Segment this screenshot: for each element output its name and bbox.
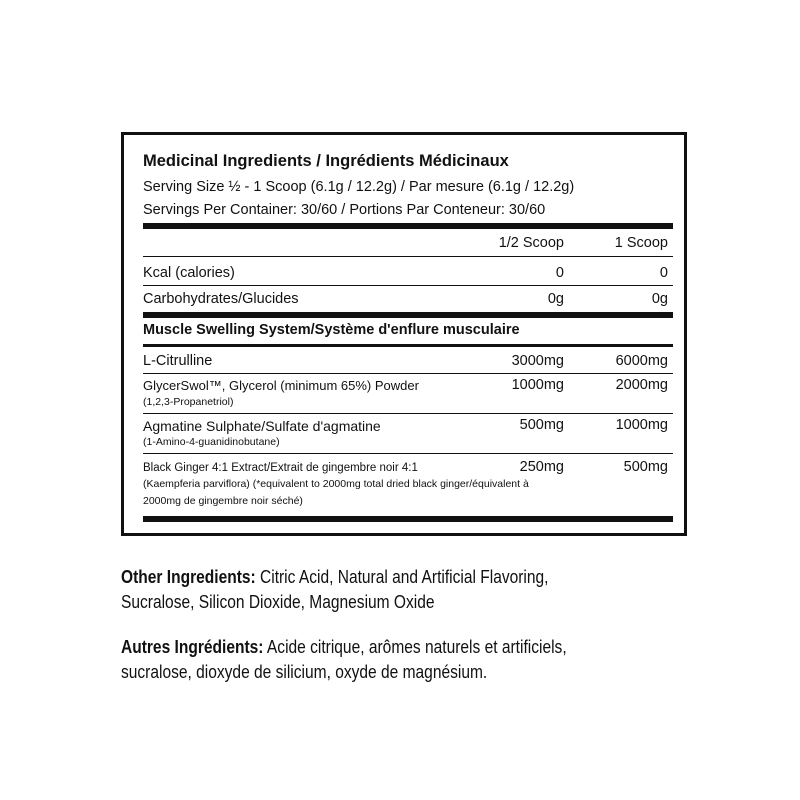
other-ingredients-text-line2: Sucralose, Silicon Dioxide, Magnesium Oxide	[121, 591, 435, 612]
ingredient-name: Agmatine Sulphate/Sulfate d'agmatine	[143, 418, 381, 434]
ingredient-name: GlycerSwol™, Glycerol (minimum 65%) Powder	[143, 378, 419, 393]
servings-per-container: Servings Per Container: 30/60 / Portions Par Conteneur: 30/60	[143, 202, 546, 218]
divider	[143, 373, 673, 374]
autres-ingredients-text-line1: Acide citrique, arômes naturels et artificiels,	[263, 636, 567, 657]
divider	[143, 256, 673, 257]
row-value-full: 0g	[651, 291, 668, 307]
ingredient-subtitle: (1,2,3-Propanetriol)	[143, 396, 234, 408]
ingredient-value-full: 1000mg	[615, 417, 668, 433]
divider	[143, 413, 673, 414]
divider	[143, 453, 673, 454]
supplement-facts-panel	[121, 132, 687, 536]
medium-divider	[143, 344, 673, 347]
thick-divider	[143, 223, 673, 229]
ingredient-value-half: 3000mg	[511, 353, 564, 369]
autres-ingredients-label: Autres Ingrédients:	[121, 636, 264, 657]
section-title: Muscle Swelling System/Système d'enflure musculaire	[143, 322, 520, 338]
row-value-full: 0	[659, 265, 668, 281]
ingredient-value-half: 250mg	[519, 459, 564, 475]
ingredient-value-full: 6000mg	[615, 353, 668, 369]
thick-divider	[143, 516, 673, 522]
other-ingredients-text-line1: Citric Acid, Natural and Artificial Flavoring,	[255, 566, 549, 587]
ingredient-subtitle: (Kaempferia parviflora) (*equivalent to 2000mg total dried black ginger/équivalent à	[143, 478, 529, 490]
autres-ingredients	[121, 634, 675, 684]
autres-ingredients-text-line2: sucralose, dioxyde de silicium, oxyde de magnésium.	[121, 661, 488, 682]
row-value-half: 0	[555, 265, 564, 281]
ingredient-value-full: 500mg	[623, 459, 668, 475]
col-header-half: 1/2 Scoop	[498, 235, 564, 251]
ingredient-name: Black Ginger 4:1 Extract/Extrait de gingembre noir 4:1	[143, 462, 418, 474]
ingredient-subtitle: (1-Amino-4-guanidinobutane)	[143, 436, 280, 448]
other-ingredients	[121, 564, 675, 614]
row-label: Carbohydrates/Glucides	[143, 291, 299, 307]
divider	[143, 285, 673, 286]
ingredient-value-half: 1000mg	[511, 377, 564, 393]
ingredient-name: L-Citrulline	[143, 353, 213, 369]
serving-size: Serving Size ½ - 1 Scoop (6.1g / 12.2g) / Par mesure (6.1g / 12.2g)	[143, 179, 575, 195]
ingredient-value-full: 2000mg	[615, 377, 668, 393]
ingredient-subtitle-continued: 2000mg de gingembre noir séché)	[143, 495, 303, 507]
row-label: Kcal (calories)	[143, 265, 235, 281]
col-header-full: 1 Scoop	[614, 235, 668, 251]
row-value-half: 0g	[547, 291, 564, 307]
ingredient-value-half: 500mg	[519, 417, 564, 433]
thick-divider	[143, 312, 673, 318]
other-ingredients-label: Other Ingredients:	[121, 566, 256, 587]
panel-title: Medicinal Ingredients / Ingrédients Médicinaux	[143, 152, 509, 170]
